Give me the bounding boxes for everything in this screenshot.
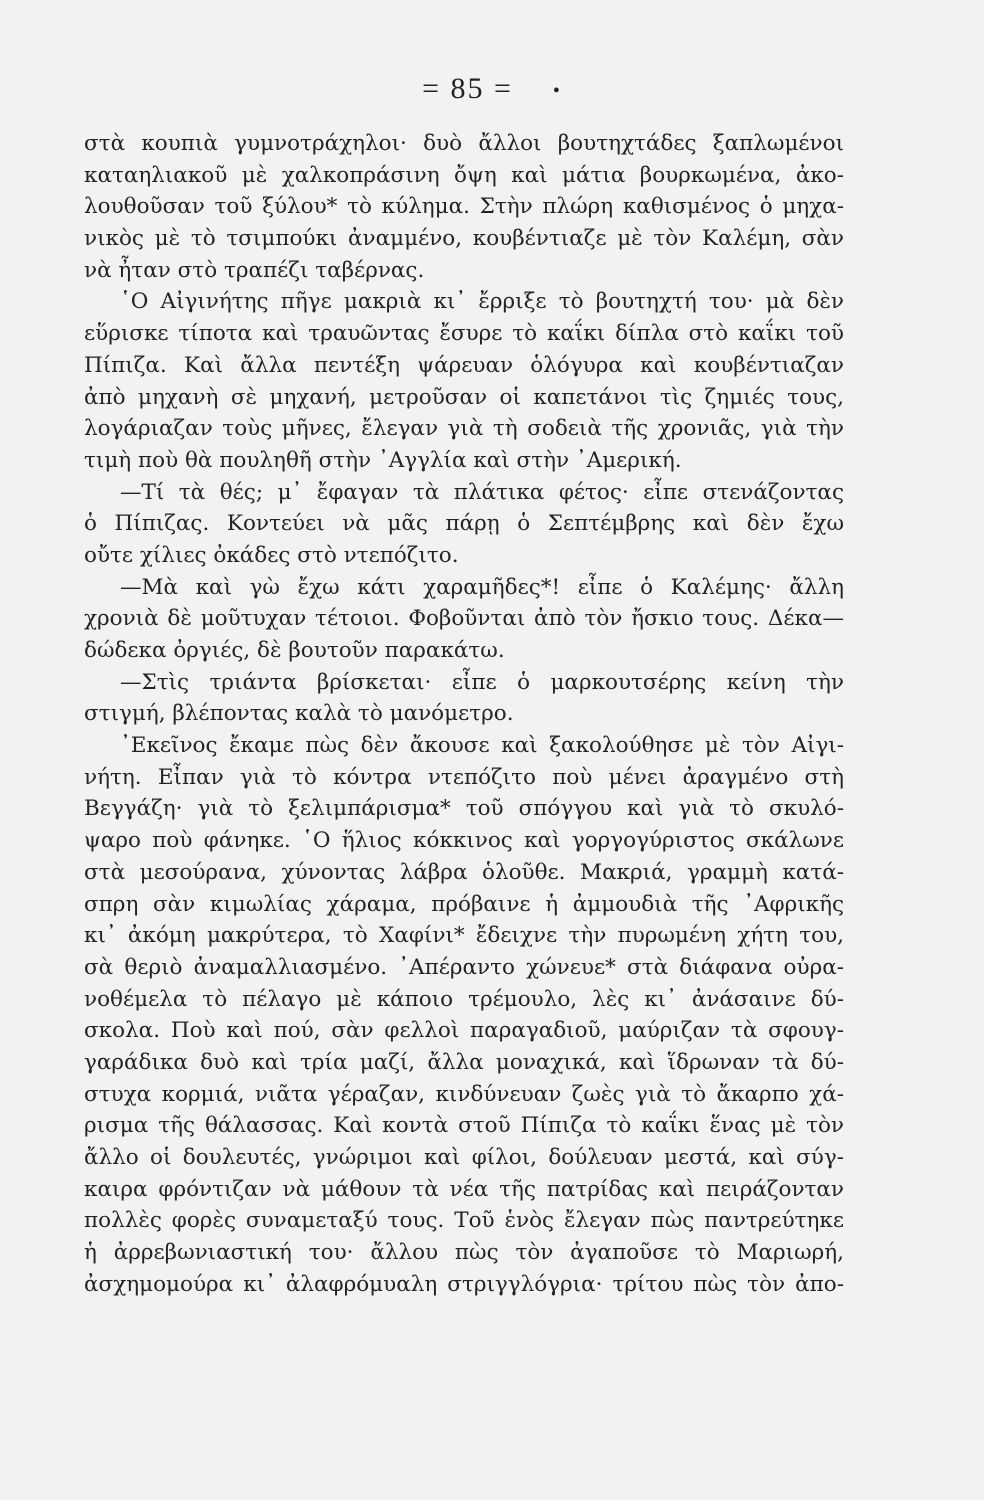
text-line: καιρα φρόντιζαν νὰ μάθουν τὰ νέα τῆς πατρίδας καὶ πειράζονταν (84, 1176, 844, 1202)
page-number-header (0, 72, 984, 106)
text-line: —Στὶς τριάντα βρίσκεται· εἶπε ὁ μαρκουτσέρης κείνη τὴν (120, 669, 844, 695)
page-number: = 85 = (422, 72, 513, 105)
text-line: στὰ μεσούρανα, χύνοντας λάβρα ὁλοῦθε. Μακριά, γραμμὴ κατά- (84, 859, 844, 885)
text-line: ὁ Πίπιζας. Κοντεύει νὰ μᾶς πάρῃ ὁ Σεπτέμβρης καὶ δὲν ἔχω (84, 511, 844, 537)
text-line: σπρη σὰν κιμωλίας χάραμα, πρόβαινε ἡ ἀμμουδιὰ τῆς ᾿Αφρικῆς (84, 891, 844, 917)
text-line: νικὸς μὲ τὸ τσιμπούκι ἀναμμένο, κουβέντιαζε μὲ τὸν Καλέμη, σὰν (84, 226, 844, 252)
text-line: νοθέμελα τὸ πέλαγο μὲ κάποιο τρέμουλο, λὲς κι᾿ ἀνάσαινε δύ- (84, 986, 844, 1012)
text-line: καταηλιακοῦ μὲ χαλκοπράσινη ὄψη καὶ μάτια βουρκωμένα, ἀκο- (84, 162, 844, 188)
text-line: —Μὰ καὶ γὼ ἔχω κάτι χαραμῆδες*! εἶπε ὁ Καλέμης· ἄλλη (120, 574, 844, 600)
text-line: ἀπὸ μηχανὴ σὲ μηχανή, μετροῦσαν οἱ καπετάνοι τὶς ζημιές τους, (84, 384, 844, 410)
text-line: ἄλλο οἱ δουλευτές, γνώριμοι καὶ φίλοι, δούλευαν μεστά, καὶ σύγ- (84, 1145, 844, 1170)
text-line: —Τί τὰ θές; μ᾿ ἔφαγαν τὰ πλάτικα φέτος· εἶπε στενάζοντας (120, 479, 844, 505)
text-line: σκολα. Ποὺ καὶ πού, σὰν φελλοὶ παραγαδιοῦ, μαύριζαν τὰ σφουγ- (84, 1018, 844, 1044)
text-line: λουθοῦσαν τοῦ ξύλου* τὸ κύλημα. Στὴν πλώρη καθισμένος ὁ μηχα- (84, 194, 844, 220)
text-line: ῾Ο Αἰγινήτης πῆγε μακριὰ κι᾿ ἔρριξε τὸ βουτηχτή του· μὰ δὲν (120, 289, 844, 315)
text-line: δώδεκα ὀργιές, δὲ βουτοῦν παρακάτω. (84, 638, 505, 663)
text-line: πολλὲς φορὲς συναμεταξύ τους. Τοῦ ἑνὸς ἔλεγαν πὼς παντρεύτηκε (84, 1208, 844, 1234)
text-line: στυχα κορμιά, νιᾶτα γέραζαν, κινδύνευαν ζωὲς γιὰ τὸ ἄκαρπο χά- (84, 1081, 844, 1107)
text-line: εὕρισκε τίποτα καὶ τραυῶντας ἔσυρε τὸ καΐκι δίπλα στὸ καΐκι τοῦ (84, 321, 844, 347)
text-line: νήτη. Εἶπαν γιὰ τὸ κόντρα ντεπόζιτο ποὺ μένει ἀραγμένο στὴ (84, 764, 844, 790)
text-line: οὔτε χίλιες ὀκάδες στὸ ντεπόζιτο. (84, 542, 459, 568)
text-line: ἡ ἀρρεβωνιαστική του· ἄλλου πὼς τὸν ἀγαποῦσε τὸ Μαριωρή, (84, 1240, 844, 1266)
text-line: νὰ ἦταν στὸ τραπέζι ταβέρνας. (84, 257, 425, 283)
text-line: στιγμή, βλέποντας καλὰ τὸ μανόμετρο. (84, 701, 514, 727)
text-line: στὰ κουπιὰ γυμνοτράχηλοι· δυὸ ἄλλοι βουτηχτάδες ξαπλωμένοι (84, 131, 844, 156)
text-line: κι᾿ ἀκόμη μακρύτερα, τὸ Χαφίνι* ἔδειχνε τὴν πυρωμένη χήτη του, (84, 923, 844, 949)
text-line: γαράδικα δυὸ καὶ τρία μαζί, ἄλλα μοναχικά, καὶ ἵδρωναν τὰ δύ- (84, 1049, 844, 1075)
text-line: ψαρο ποὺ φάνηκε. ῾Ο ἥλιος κόκκινος καὶ γοργογύριστος σκάλωνε (84, 828, 844, 854)
text-line: ρισμα τῆς θάλασσας. Καὶ κοντὰ στοῦ Πίπιζα τὸ καΐκι ἕνας μὲ τὸν (84, 1113, 844, 1139)
text-line: λογάριαζαν τοὺς μῆνες, ἔλεγαν γιὰ τὴ σοδειὰ τῆς χρονιᾶς, γιὰ τὴν (84, 416, 844, 442)
text-line: τιμὴ ποὺ θὰ πουληθῆ στὴν ᾿Αγγλία καὶ στὴν ᾿Αμερική. (84, 447, 682, 473)
text-line: Πίπιζα. Καὶ ἄλλα πεντέξη ψάρευαν ὁλόγυρα καὶ κουβέντιαζαν (84, 352, 844, 378)
text-line: ἀσχημομούρα κι᾿ ἀλαφρόμυαλη στριγγλόγρια· τρίτου πὼς τὸν ἀπο- (84, 1271, 844, 1297)
text-line: ᾿Εκεῖνος ἔκαμε πὼς δὲν ἄκουσε καὶ ξακολούθησε μὲ τὸν Αἰγι- (120, 733, 844, 759)
text-line: σὰ θεριὸ ἀναμαλλιασμένο. ᾿Απέραντο χώνευε* στὰ διάφανα οὐρα- (84, 954, 844, 980)
page-mark: • (552, 79, 562, 102)
body-text (84, 128, 844, 1300)
text-line: χρονιὰ δὲ μοῦτυχαν τέτοιοι. Φοβοῦνται ἀπὸ τὸν ἤσκιο τους. Δέκα— (84, 606, 844, 632)
text-line: Βεγγάζη· γιὰ τὸ ξελιμπάρισμα* τοῦ σπόγγου καὶ γιὰ τὸ σκυλό- (84, 796, 844, 822)
